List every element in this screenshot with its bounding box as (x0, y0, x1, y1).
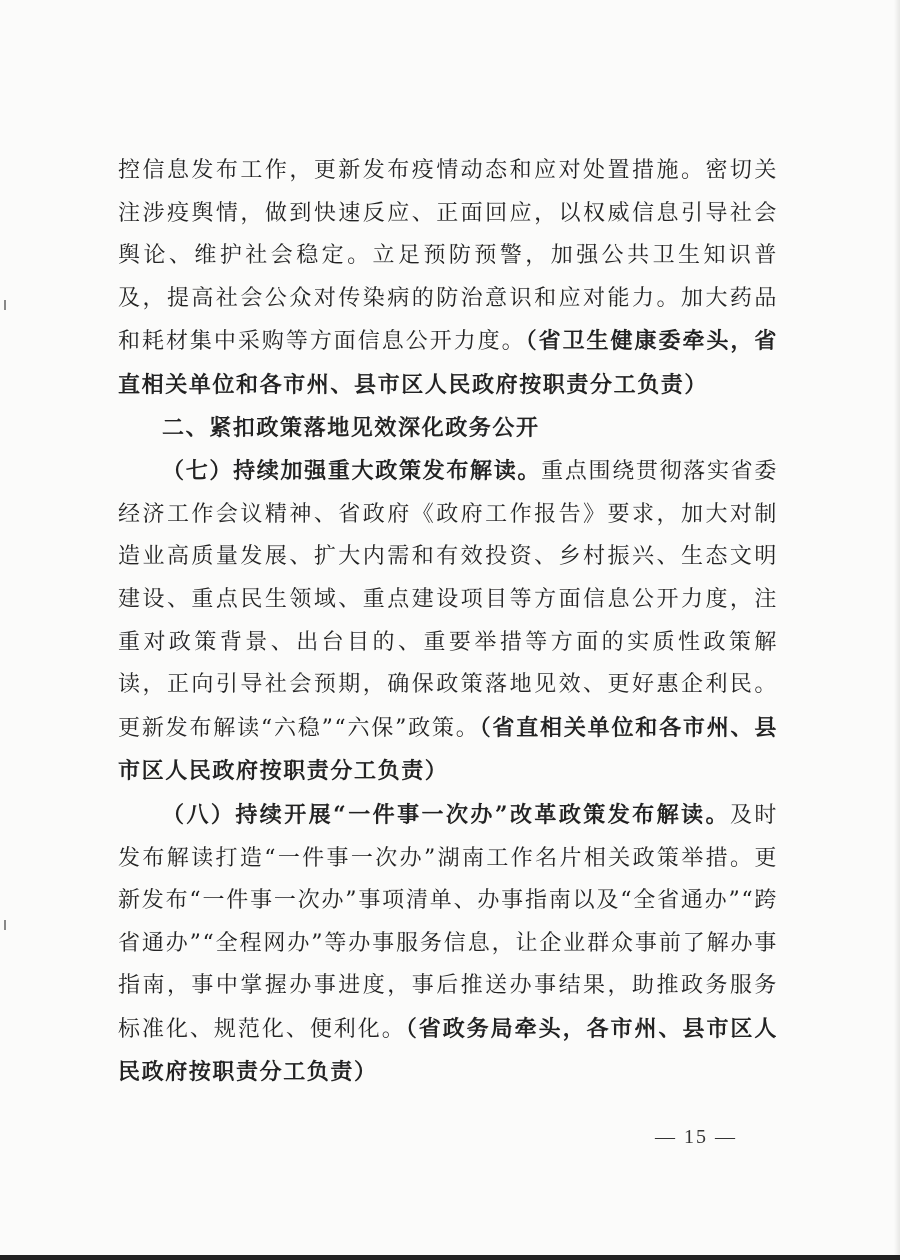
paragraph-text: 控信息发布工作，更新发布疫情动态和应对处置措施。密切关注涉疫舆情，做到快速反应、正面回应，以权威信息引导社会舆论、维护社会稳定。立足预防预警，加强公共卫生知识普及，提高社会公众对传染病的防治意识和应对能力。加大药品和耗材集中采购等方面信息公开力度。 (118, 158, 778, 355)
responsibility-note: （省卫生健康委牵头，省直相关单位和各市州、县市区人民政府按职责分工负责） (118, 328, 778, 398)
paragraph-policy-interpretation (118, 450, 778, 794)
document-body (118, 150, 778, 1095)
paragraph-text: 重点围绕贯彻落实省委经济工作会议精神、省政府《政府工作报告》要求，加大对制造业高质量发展、扩大内需和有效投资、乡村振兴、生态文明建设、重点民生领域、重点建设项目等方面信息公开力度，注重对政策背景、出台目的、重要举措等方面的实质性政策解读，正向引导社会预期，确保政策落地见效、更好惠企利民。更新发布解读“六稳”“六保”政策。 (118, 459, 778, 741)
scan-bottom-edge (0, 1255, 900, 1260)
paragraph-one-thing-reform (118, 794, 778, 1095)
scan-edge-shadow (894, 0, 900, 1255)
scan-edge-mark (4, 300, 6, 310)
responsibility-note: （省政务局牵头，各市州、县市区人民政府按职责分工负责） (118, 1015, 778, 1086)
scan-edge-mark (4, 920, 6, 930)
paragraph-title: （七）持续加强重大政策发布解读。 (162, 458, 542, 485)
paragraph-title: （八）持续开展“一件事一次办”改革政策发布解读。 (162, 801, 730, 828)
page-number: — 15 — (655, 1126, 737, 1148)
paragraph-epidemic-info (118, 150, 778, 408)
responsibility-note: （省直相关单位和各市州、县市区人民政府按职责分工负责） (118, 714, 778, 785)
paragraph-text: 及时发布解读打造“一件事一次办”湖南工作名片相关政策举措。更新发布“一件事一次办”事项清单、办事指南以及“全省通办”“跨省通办”“全程网办”等办事服务信息，让企业群众事前了解办事指南，事中掌握办事进度，事后推送办事结果，助推政务服务标准化、规范化、便利化。 (118, 802, 778, 1042)
section-heading: 二、紧扣政策落地见效深化政务公开 (162, 415, 540, 441)
